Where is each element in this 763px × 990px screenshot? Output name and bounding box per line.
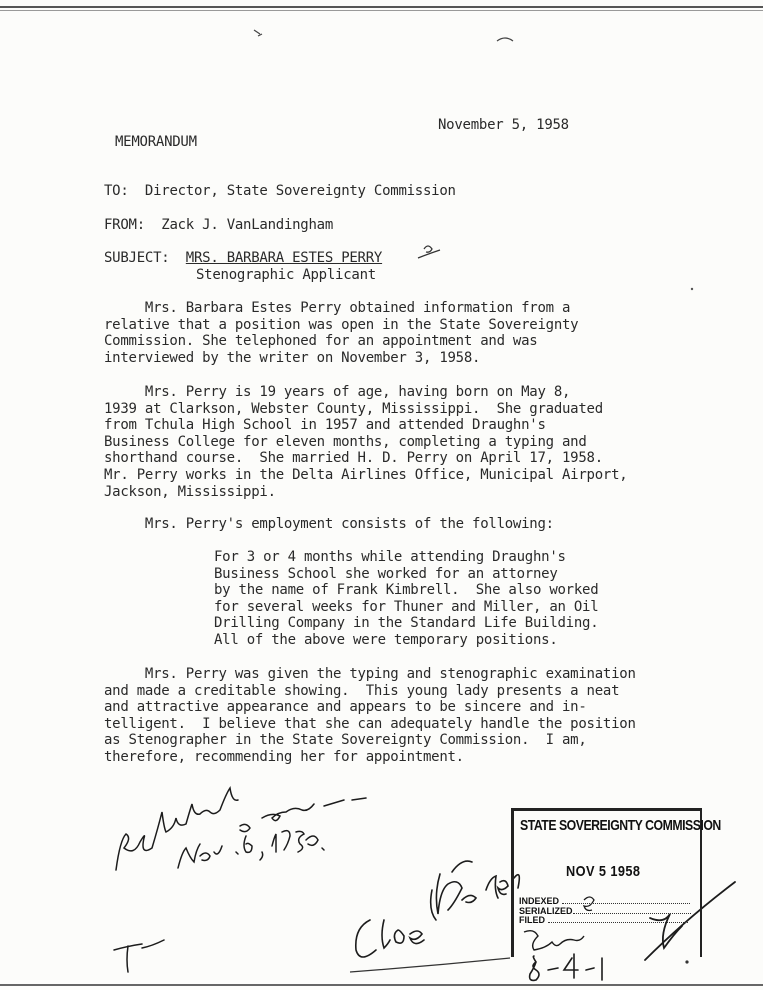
signature-stroke [350, 958, 510, 972]
paragraph-5: Mrs. Perry was given the typing and stenographic examination and made a creditable showing. This young lady presents a neat and attractive appearance and appears to be sincere and in- telligent. I believe that she can adequately handle the position as Stenographer in the State Sovereignty Commission. I am, therefore, recommending her for appointment. [104, 666, 636, 765]
subject-name: MRS. BARBARA ESTES PERRY [185, 250, 383, 266]
stamp-field-filed: FILED [519, 916, 691, 926]
stamp-title: STATE SOVEREIGNTY COMMISSION [520, 817, 721, 834]
stamp-date: NOV 5 1958 [566, 863, 641, 880]
stamp-fields [519, 897, 691, 926]
to-value: Director, State Sovereignty Commission [144, 183, 456, 199]
handwritten-note-line-2 [178, 831, 324, 868]
from-label: FROM: [104, 217, 145, 233]
paragraph-1: Mrs. Barbara Estes Perry obtained information from a relative that a position was open in the State Sovereignty Commission. She telephoned for an appointment and was interviewed by the writer on November 3, 1958. [104, 300, 579, 366]
file-number-handwritten [530, 954, 602, 980]
stray-mark [497, 38, 513, 41]
stamp-field-serialized: SERIALIZED [519, 907, 691, 917]
handwritten-signature [356, 861, 520, 957]
memo-title: MEMORANDUM [115, 134, 197, 150]
handwritten-note-line-1 [116, 788, 366, 870]
to-label: TO: [104, 183, 129, 199]
paragraph-4-indented: For 3 or 4 months while attending Draughn's Business School she worked for an attorney by the name of Frank Kimbrell. She also worked for several weeks for Thuner and Miller, an Oil Drilling Company in the Standard Life Building. All of the above were temporary positions. [214, 549, 599, 648]
stray-dot [691, 288, 693, 290]
subject-label: SUBJECT: [104, 250, 170, 266]
from-value: Zack J. VanLandingham [161, 217, 334, 233]
paragraph-2: Mrs. Perry is 19 years of age, having born on May 8, 1939 at Clarkson, Webster County, Mississippi. She graduated from Tchula High School in 1957 and attended Draughn's Business College for eleven months, completing a typing and shorthand course. She married H. D. Perry on April 17, 1958. Mr. Perry works in the Delta Airlines Office, Municipal Airport, Jackson, Mississippi. [104, 384, 628, 500]
stray-mark [254, 30, 262, 36]
handwritten-initial [114, 940, 164, 972]
receipt-stamp [511, 808, 721, 957]
stray-dot [685, 960, 688, 963]
memo-date: November 5, 1958 [438, 117, 569, 133]
subject-check-mark [418, 246, 440, 258]
paragraph-3: Mrs. Perry's employment consists of the following: [104, 516, 554, 532]
stamp-field-indexed: INDEXED [519, 897, 691, 907]
bottom-edge-line [0, 984, 763, 986]
subject-line-2: Stenographic Applicant [196, 267, 376, 283]
